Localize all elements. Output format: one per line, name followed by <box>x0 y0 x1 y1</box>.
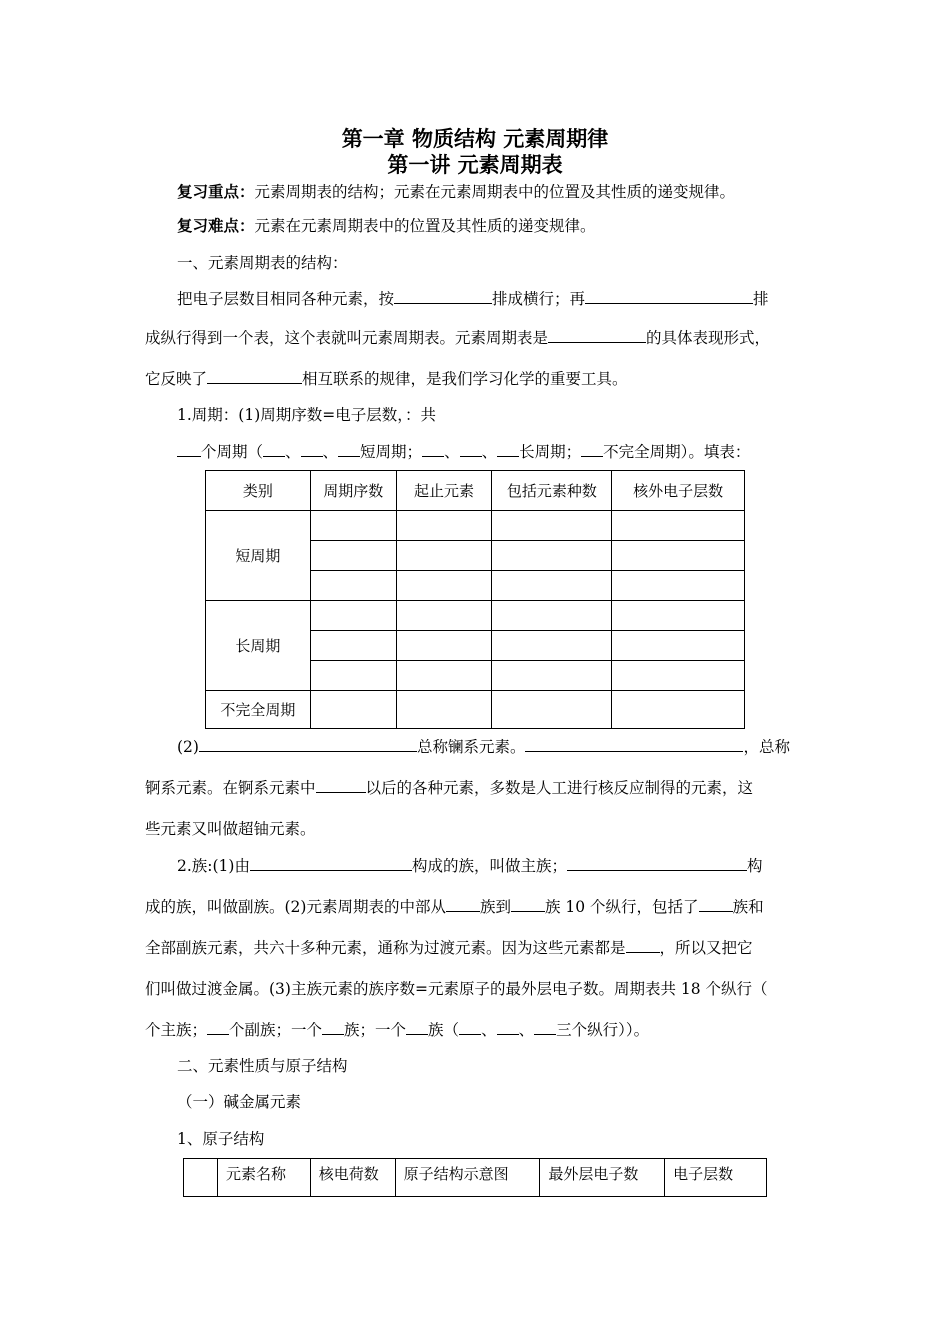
groups-line2 <box>145 895 764 917</box>
text: 族；一个 <box>344 1021 407 1039</box>
header-cell: 类别 <box>206 471 311 511</box>
fill-blank[interactable] <box>525 737 743 752</box>
review-focus-label: 复习重点： <box>177 182 255 201</box>
text: 排 <box>753 290 769 308</box>
text: 把电子层数目相同各种元素，按 <box>177 290 395 308</box>
header-cell: 电子层数 <box>665 1159 767 1197</box>
empty-cell[interactable] <box>612 691 745 729</box>
fill-blank[interactable] <box>406 1020 428 1035</box>
text: 个副族；一个 <box>229 1021 323 1039</box>
fill-blank[interactable] <box>460 442 482 457</box>
text: ，总称 <box>743 738 790 756</box>
text: ，所以又把它 <box>659 939 753 957</box>
empty-cell[interactable] <box>396 631 492 661</box>
text: 三个纵行））。 <box>556 1021 650 1039</box>
text: 、 <box>322 443 339 461</box>
text: 它反映了 <box>145 370 208 388</box>
empty-cell[interactable] <box>396 571 492 601</box>
empty-cell[interactable] <box>612 511 745 541</box>
fill-blank[interactable] <box>534 1020 556 1035</box>
group-cell-long: 长周期 <box>206 601 311 691</box>
text: 2.族:(1)由 <box>177 857 250 875</box>
empty-cell[interactable] <box>492 601 612 631</box>
fill-blank[interactable] <box>626 938 660 953</box>
header-cell: 起止元素 <box>396 471 492 511</box>
text: 、 <box>444 443 460 461</box>
empty-cell[interactable] <box>396 541 492 571</box>
lecture-title: 第一讲 元素周期表 <box>387 153 563 177</box>
header-cell: 核电荷数 <box>310 1159 395 1197</box>
fill-blank[interactable] <box>338 442 360 457</box>
lanthanide-line2 <box>145 776 753 798</box>
text: 锕系元素。在锕系元素中 <box>145 779 316 797</box>
lanthanide-line1 <box>177 735 790 757</box>
groups-line1 <box>177 854 763 876</box>
empty-cell[interactable] <box>612 571 745 601</box>
review-difficulty-label: 复习难点： <box>177 216 255 235</box>
text: 全部副族元素，共六十多种元素，通称为过渡元素。因为这些元素都是 <box>145 939 626 957</box>
empty-cell[interactable] <box>310 511 396 541</box>
fill-blank[interactable] <box>446 897 480 912</box>
header-cell <box>184 1159 218 1197</box>
text: 相互联系的规律，是我们学习化学的重要工具。 <box>302 370 628 388</box>
table-row <box>206 511 745 541</box>
empty-cell[interactable] <box>492 511 612 541</box>
group-cell-incomplete: 不完全周期 <box>206 691 311 729</box>
review-difficulty-text: 元素在元素周期表中的位置及其性质的递变规律。 <box>254 217 596 235</box>
text: 排成横行；再 <box>492 290 586 308</box>
review-focus-text: 元素周期表的结构；元素在元素周期表中的位置及其性质的递变规律。 <box>254 183 736 201</box>
text: (2) <box>177 738 199 756</box>
fill-blank[interactable] <box>316 778 366 793</box>
empty-cell[interactable] <box>612 631 745 661</box>
text: 、 <box>481 443 498 461</box>
empty-cell[interactable] <box>310 541 396 571</box>
fill-blank[interactable] <box>497 1020 519 1035</box>
group-cell-short: 短周期 <box>206 511 311 601</box>
empty-cell[interactable] <box>310 601 396 631</box>
fill-blank[interactable] <box>585 289 753 304</box>
fill-blank[interactable] <box>581 442 603 457</box>
text: 族（ <box>428 1021 460 1039</box>
text: 成纵行得到一个表，这个表就叫元素周期表。元素周期表是 <box>145 329 549 347</box>
groups-line4: 们叫做过渡金属。(3)主族元素的族序数=元素原子的最外层电子数。周期表共 18 个纵行（ <box>145 980 768 998</box>
empty-cell[interactable] <box>310 661 396 691</box>
groups-line5 <box>145 1018 649 1040</box>
empty-cell[interactable] <box>396 661 492 691</box>
section1-line2 <box>145 326 770 348</box>
text: 短周期； <box>360 443 423 461</box>
atom-structure-table <box>183 1158 767 1197</box>
section2-heading: 二、元素性质与原子结构 <box>177 1057 348 1075</box>
section1-line3 <box>145 367 628 389</box>
text: 的具体表现形式， <box>646 329 771 347</box>
text: 、 <box>285 443 301 461</box>
empty-cell[interactable] <box>492 661 612 691</box>
fill-blank[interactable] <box>497 442 519 457</box>
empty-cell[interactable] <box>310 571 396 601</box>
text: 长周期； <box>519 443 582 461</box>
empty-cell[interactable] <box>396 691 492 729</box>
empty-cell[interactable] <box>492 631 612 661</box>
empty-cell[interactable] <box>492 571 612 601</box>
header-cell: 核外电子层数 <box>612 471 745 511</box>
fill-blank[interactable] <box>394 289 492 304</box>
table-row <box>206 601 745 631</box>
section1-heading: 一、元素周期表的结构： <box>177 254 348 272</box>
fill-blank[interactable] <box>207 1020 229 1035</box>
fill-blank[interactable] <box>699 897 733 912</box>
fill-blank[interactable] <box>301 442 323 457</box>
fill-blank[interactable] <box>548 328 646 343</box>
text: 、 <box>518 1021 535 1039</box>
fill-blank[interactable] <box>177 442 201 457</box>
period-summary <box>177 440 750 462</box>
section1-line1 <box>177 287 769 309</box>
atomic-structure-heading: 1、原子结构 <box>177 1130 265 1148</box>
fill-blank[interactable] <box>263 442 285 457</box>
text: 个周期（ <box>201 443 264 461</box>
text: 族 10 个纵行，包括了 <box>544 898 699 916</box>
alkali-heading: （一）碱金属元素 <box>177 1093 302 1111</box>
text: 不完全周期）。填表： <box>603 443 751 461</box>
text: 总称镧系元素。 <box>416 738 526 756</box>
header-cell: 原子结构示意图 <box>395 1159 540 1197</box>
fill-blank[interactable] <box>199 737 417 752</box>
fill-blank[interactable] <box>567 856 747 871</box>
empty-cell[interactable] <box>310 631 396 661</box>
text: 族和 <box>732 898 764 916</box>
table-header-row <box>206 471 745 511</box>
fill-blank[interactable] <box>207 369 302 384</box>
header-cell: 元素名称 <box>217 1159 310 1197</box>
empty-cell[interactable] <box>612 601 745 631</box>
fill-blank[interactable] <box>511 897 545 912</box>
review-difficulty <box>177 214 596 236</box>
empty-cell[interactable] <box>396 601 492 631</box>
chapter-title: 第一章 物质结构 元素周期律 <box>341 127 609 151</box>
text: 成的族，叫做副族。(2)元素周期表的中部从 <box>145 898 446 916</box>
table-header-row <box>184 1159 767 1197</box>
empty-cell[interactable] <box>612 541 745 571</box>
table-row <box>206 691 745 729</box>
groups-line3 <box>145 936 753 958</box>
empty-cell[interactable] <box>310 691 396 729</box>
fill-blank[interactable] <box>250 856 412 871</box>
text: 族到 <box>479 898 511 916</box>
lanthanide-line3: 些元素又叫做超铀元素。 <box>145 820 316 838</box>
review-focus <box>177 180 735 202</box>
fill-blank[interactable] <box>422 442 444 457</box>
period-intro: 1.周期：(1)周期序数=电子层数，：共 <box>177 406 436 424</box>
header-cell: 包括元素种数 <box>492 471 612 511</box>
header-cell: 最外层电子数 <box>540 1159 665 1197</box>
text: 构 <box>746 857 763 875</box>
fill-blank[interactable] <box>459 1020 481 1035</box>
period-table <box>205 470 745 729</box>
text: 、 <box>481 1021 497 1039</box>
header-cell: 周期序数 <box>310 471 396 511</box>
empty-cell[interactable] <box>612 661 745 691</box>
empty-cell[interactable] <box>492 691 612 729</box>
empty-cell[interactable] <box>396 511 492 541</box>
text: 以后的各种元素，多数是人工进行核反应制得的元素，这 <box>365 779 754 797</box>
text: 构成的族，叫做主族； <box>411 857 567 875</box>
fill-blank[interactable] <box>322 1020 344 1035</box>
empty-cell[interactable] <box>492 541 612 571</box>
text: 个主族； <box>145 1021 208 1039</box>
